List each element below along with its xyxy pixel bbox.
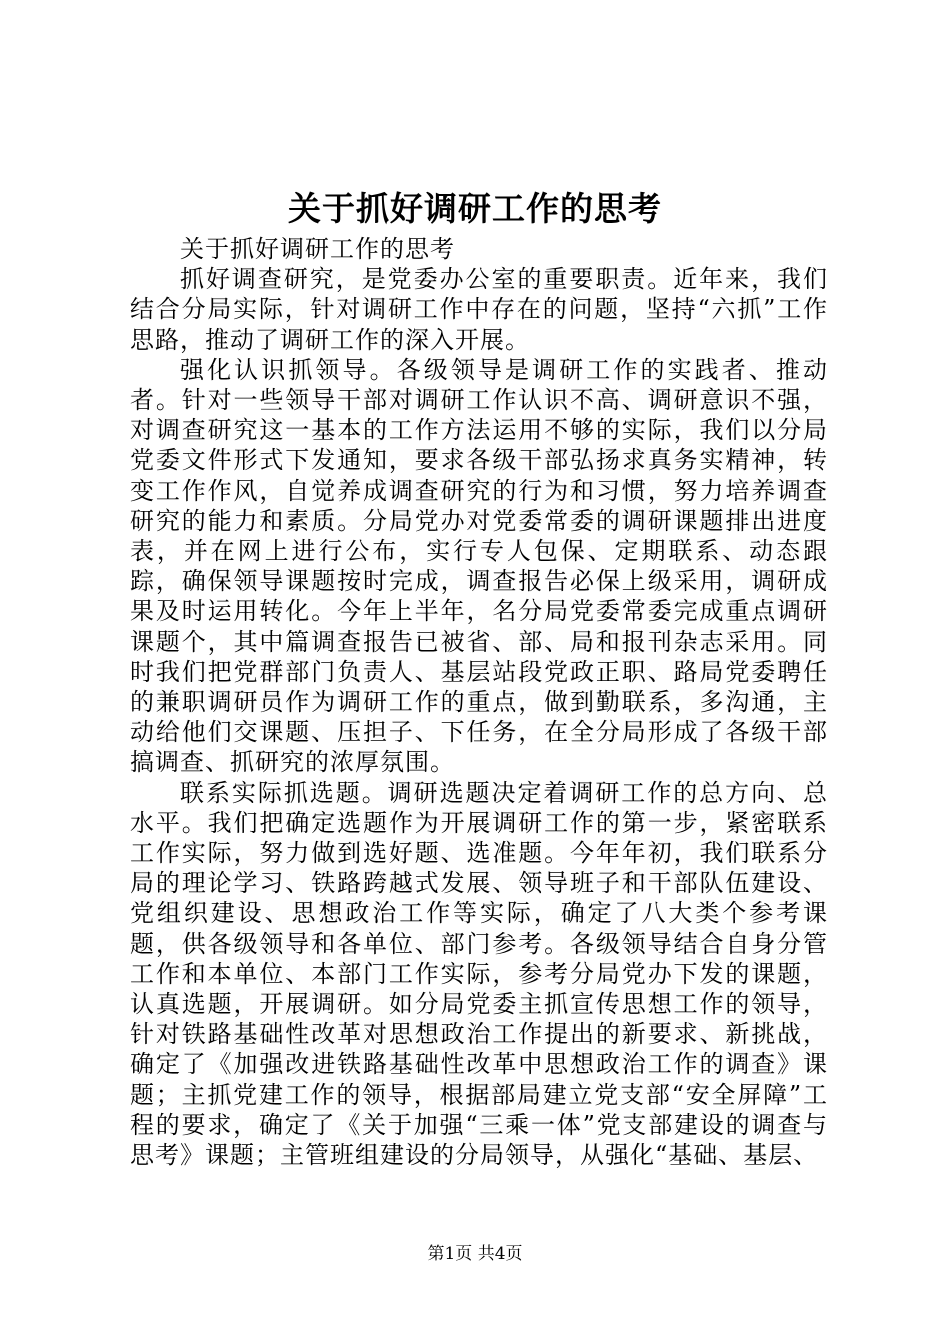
document-body xyxy=(130,234,828,1170)
paragraph-subtitle: 关于抓好调研工作的思考 xyxy=(180,235,455,263)
page-footer: 第1页 共4页 xyxy=(427,1244,523,1264)
paragraph-leadership: 强化认识抓领导。各级领导是调研工作的实践者、推动者。针对一些领导干部对调研工作认识不高、调研意识不强，对调查研究这一基本的工作方法运用不够的实际，我们以分局党委文件形式下发通知，要求各级干部弘扬求真务实精神，转变工作作风，自觉养成调查研究的行为和习惯，努力培养调查研究的能力和素质。分局党办对党委常委的调研课题排出进度表，并在网上进行公布，实行专人包保、定期联系、动态跟踪，确保领导课题按时完成，调查报告必保上级采用，调研成果及时运用转化。今年上半年，名分局党委常委完成重点调研课题个，其中篇调查报告已被省、部、局和报刊杂志采用。同时我们把党群部门负责人、基层站段党政正职、路局党委聘任的兼职调研员作为调研工作的重点，做到勤联系，多沟通，主动给他们交课题、压担子、下任务，在全分局形成了各级干部搞调查、抓研究的浓厚氛围。 xyxy=(130,355,828,777)
paragraph-topic-selection: 联系实际抓选题。调研选题决定着调研工作的总方向、总水平。我们把确定选题作为开展调研工作的第一步，紧密联系工作实际，努力做到选好题、选准题。今年年初，我们联系分局的理论学习、铁路跨越式发展、领导班子和干部队伍建设、党组织建设、思想政治工作等实际，确定了八大类个参考课题，供各级领导和各单位、部门参考。各级领导结合自身分管工作和本单位、本部门工作实际，参考分局党办下发的课题，认真选题，开展调研。如分局党委主抓宣传思想工作的领导，针对铁路基础性改革对思想政治工作提出的新要求、新挑战，确定了《加强改进铁路基础性改革中思想政治工作的调查》课题；主抓党建工作的领导，根据部局建立党支部“安全屏障”工程的要求，确定了《关于加强“三乘一体”党支部建设的调查与思考》课题；主管班组建设的分局领导，从强化“基础、基层、 xyxy=(130,778,828,1170)
document-title: 关于抓好调研工作的思考 xyxy=(288,189,662,228)
paragraph-intro: 抓好调查研究，是党委办公室的重要职责。近年来，我们结合分局实际，针对调研工作中存在的问题，坚持“六抓”工作思路，推动了调研工作的深入开展。 xyxy=(130,265,828,354)
